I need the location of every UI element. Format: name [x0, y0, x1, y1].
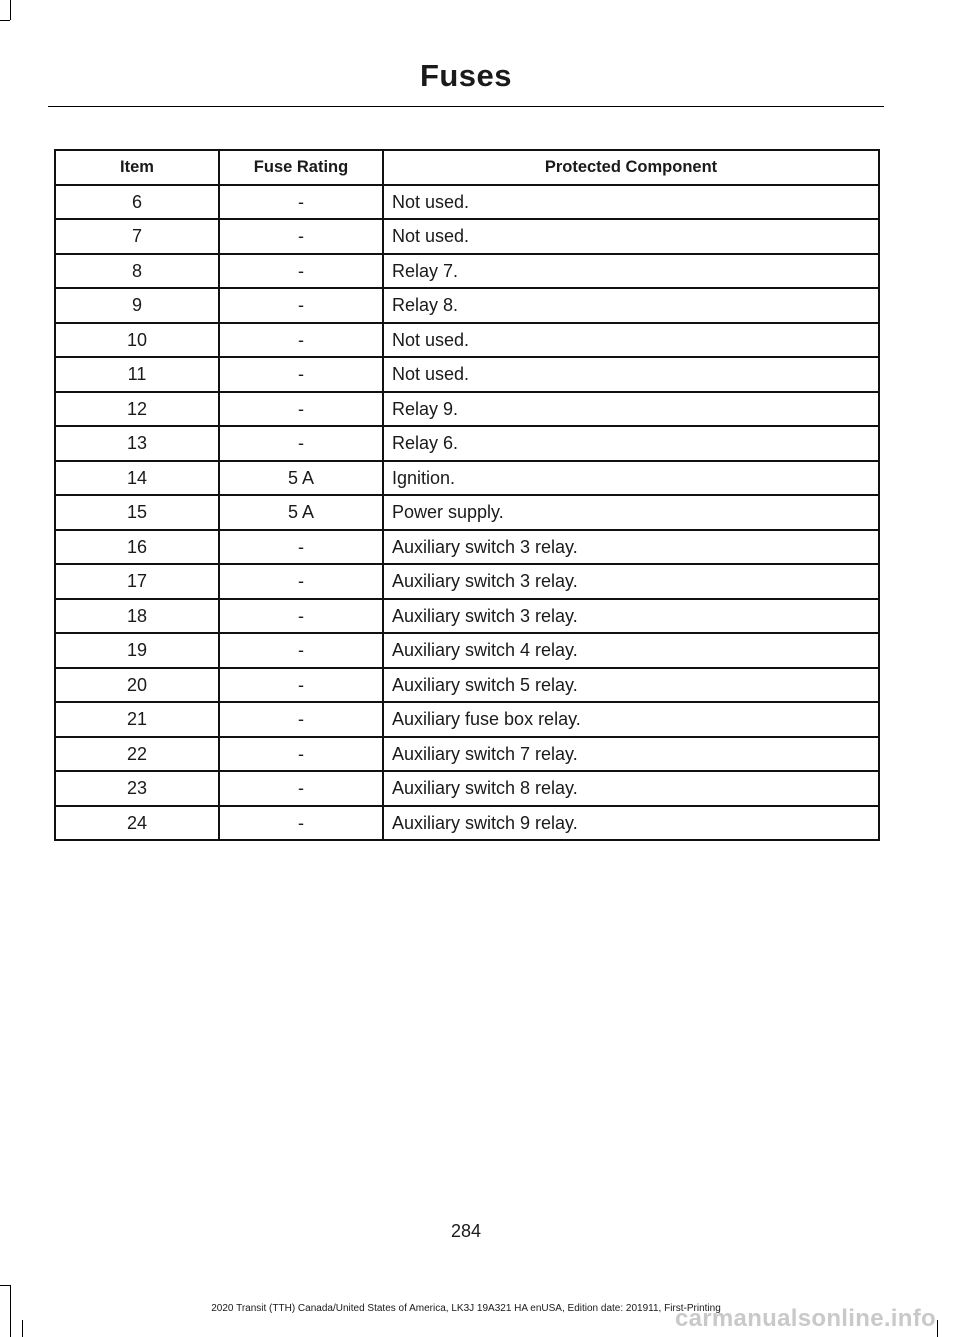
cell-fuse-rating: -: [219, 806, 383, 841]
table-row: [55, 771, 879, 806]
cell-item: 24: [55, 806, 219, 841]
cell-fuse-rating: -: [219, 357, 383, 392]
table-row: [55, 426, 879, 461]
table-row: [55, 737, 879, 772]
cell-fuse-rating: 5 A: [219, 461, 383, 496]
cell-fuse-rating: -: [219, 633, 383, 668]
cell-protected-component: Auxiliary switch 4 relay.: [383, 633, 879, 668]
crop-mark-top-left: [10, 0, 11, 20]
cell-item: 23: [55, 771, 219, 806]
cell-protected-component: Power supply.: [383, 495, 879, 530]
cell-item: 21: [55, 702, 219, 737]
cell-item: 16: [55, 530, 219, 565]
cell-fuse-rating: -: [219, 668, 383, 703]
table-row: [55, 288, 879, 323]
cell-item: 12: [55, 392, 219, 427]
table-row: [55, 357, 879, 392]
cell-fuse-rating: 5 A: [219, 495, 383, 530]
cell-protected-component: Auxiliary switch 3 relay.: [383, 599, 879, 634]
cell-item: 6: [55, 185, 219, 220]
header-divider: [48, 106, 884, 107]
cell-item: 10: [55, 323, 219, 358]
cell-protected-component: Relay 9.: [383, 392, 879, 427]
cell-item: 22: [55, 737, 219, 772]
cell-fuse-rating: -: [219, 392, 383, 427]
cell-protected-component: Not used.: [383, 323, 879, 358]
cell-protected-component: Auxiliary switch 3 relay.: [383, 564, 879, 599]
column-header-item: Item: [55, 150, 219, 185]
cell-protected-component: Relay 7.: [383, 254, 879, 289]
table-row: [55, 461, 879, 496]
cell-protected-component: Auxiliary switch 9 relay.: [383, 806, 879, 841]
cell-fuse-rating: -: [219, 288, 383, 323]
table-row: [55, 702, 879, 737]
cell-fuse-rating: -: [219, 219, 383, 254]
table-row: [55, 633, 879, 668]
cell-protected-component: Not used.: [383, 357, 879, 392]
column-header-fuse-rating: Fuse Rating: [219, 150, 383, 185]
cell-protected-component: Auxiliary fuse box relay.: [383, 702, 879, 737]
cell-fuse-rating: -: [219, 254, 383, 289]
cell-item: 19: [55, 633, 219, 668]
table-row: [55, 806, 879, 841]
cell-protected-component: Relay 8.: [383, 288, 879, 323]
cell-protected-component: Relay 6.: [383, 426, 879, 461]
page-title: Fuses: [419, 58, 513, 93]
cell-fuse-rating: -: [219, 737, 383, 772]
cell-item: 9: [55, 288, 219, 323]
table-row: [55, 219, 879, 254]
cell-protected-component: Not used.: [383, 219, 879, 254]
page-number: 284: [450, 1221, 482, 1241]
cell-item: 17: [55, 564, 219, 599]
table-row: [55, 323, 879, 358]
cell-fuse-rating: -: [219, 530, 383, 565]
table-row: [55, 495, 879, 530]
cell-protected-component: Auxiliary switch 3 relay.: [383, 530, 879, 565]
cell-item: 11: [55, 357, 219, 392]
cell-item: 8: [55, 254, 219, 289]
cell-fuse-rating: -: [219, 323, 383, 358]
table-row: [55, 668, 879, 703]
cell-fuse-rating: -: [219, 426, 383, 461]
crop-mark-bottom-left: [22, 1320, 23, 1337]
fuse-table: [54, 149, 880, 841]
crop-mark-bottom-left: [0, 1285, 10, 1286]
cell-protected-component: Ignition.: [383, 461, 879, 496]
table-row: [55, 599, 879, 634]
cell-protected-component: Auxiliary switch 5 relay.: [383, 668, 879, 703]
cell-protected-component: Not used.: [383, 185, 879, 220]
cell-protected-component: Auxiliary switch 8 relay.: [383, 771, 879, 806]
table-row: [55, 564, 879, 599]
cell-item: 18: [55, 599, 219, 634]
cell-item: 13: [55, 426, 219, 461]
cell-fuse-rating: -: [219, 771, 383, 806]
cell-fuse-rating: -: [219, 564, 383, 599]
crop-mark-top-left: [0, 20, 10, 21]
cell-fuse-rating: -: [219, 599, 383, 634]
column-header-protected-component: Protected Component: [383, 150, 879, 185]
cell-protected-component: Auxiliary switch 7 relay.: [383, 737, 879, 772]
cell-fuse-rating: -: [219, 702, 383, 737]
crop-mark-bottom-right: [937, 1320, 938, 1337]
cell-fuse-rating: -: [219, 185, 383, 220]
table-row: [55, 185, 879, 220]
cell-item: 15: [55, 495, 219, 530]
cell-item: 14: [55, 461, 219, 496]
cell-item: 20: [55, 668, 219, 703]
table-row: [55, 254, 879, 289]
watermark: carmanualsonline.info: [674, 1305, 936, 1332]
table-header-row: [55, 150, 879, 185]
cell-item: 7: [55, 219, 219, 254]
table-row: [55, 530, 879, 565]
edition-footer: 2020 Transit (TTH) Canada/United States of America, LK3J 19A321 HA enUSA, Edition date: 201911, First-Printing: [211, 1303, 721, 1314]
table-row: [55, 392, 879, 427]
